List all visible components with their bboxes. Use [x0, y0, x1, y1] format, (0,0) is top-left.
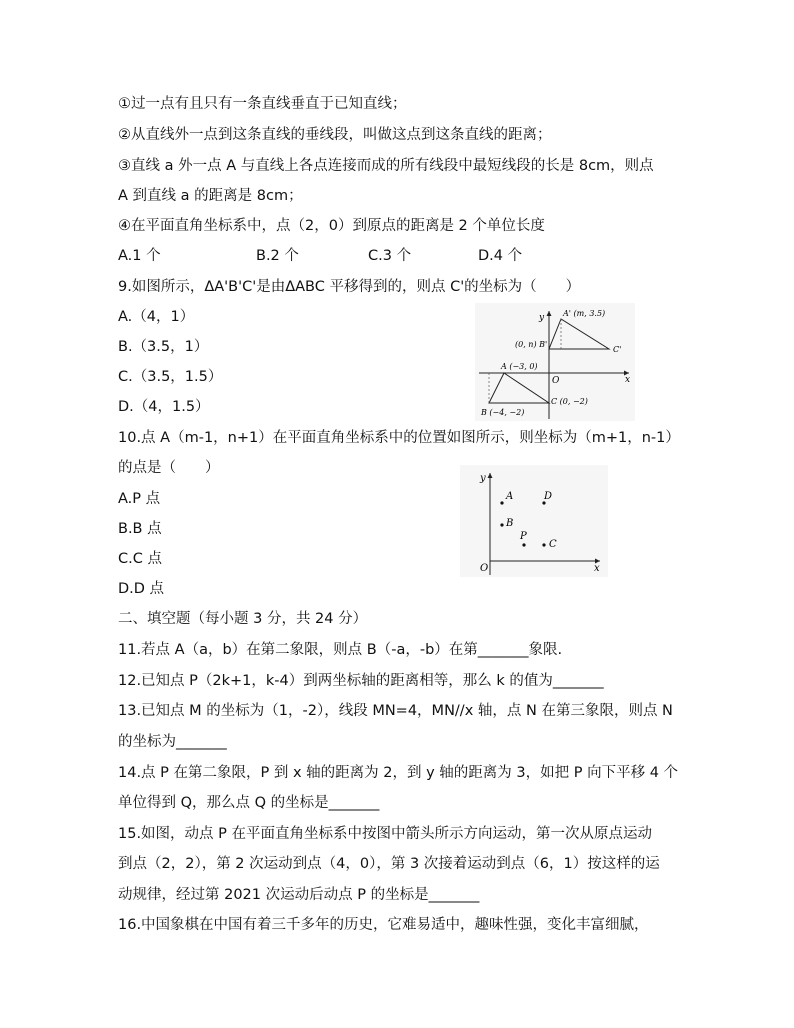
q10-label-b: B — [506, 518, 514, 529]
q10-option-a: A.P 点 — [118, 491, 161, 507]
q9-label-aprime: A' (m, 3.5) — [563, 309, 606, 318]
q10-point-b — [500, 523, 503, 526]
statement-2: ②从直线外一点到这条直线的垂线段，叫做这点到这条直线的距离； — [118, 127, 552, 143]
q9-x-label: x — [625, 375, 631, 385]
q10-label-p: P — [520, 531, 527, 542]
q10-stem-line1: 10.点 A（m-1，n+1）在平面直角坐标系中的位置如图所示，则坐标为（m+1，n-1） — [118, 430, 680, 446]
q15-line3: 动规律，经过第 2021 次运动后动点 P 的坐标是_______ — [118, 887, 480, 903]
q9-option-a: A.（4，1） — [118, 309, 195, 325]
q10-option-b: B.B 点 — [118, 521, 162, 537]
q10-y-label: y — [480, 473, 486, 484]
q15-line1: 15.如图，动点 P 在平面直角坐标系中按图中箭头所示方向运动，第一次从原点运动 — [118, 826, 653, 842]
prev-option-d: D.4 个 — [478, 248, 523, 264]
q10-option-d: D.D 点 — [118, 581, 165, 597]
q11: 11.若点 A（a，b）在第二象限，则点 B（-a，-b）在第_______象限. — [118, 642, 563, 658]
q16-line1: 16.中国象棋在中国有着三千多年的历史，它难易适中，趣味性强，变化丰富细腻， — [118, 917, 649, 933]
q15-line2: 到点（2，2），第 2 次运动到点（4，0），第 3 次接着运动到点（6，1）按这样的运 — [118, 856, 660, 872]
q10-stem-line2: 的点是（ ） — [118, 460, 220, 476]
q9-label-b: B (−4, −2) — [481, 408, 525, 417]
q9-stem: 9.如图所示，ΔA'B'C'是由ΔABC 平移得到的，则点 C'的坐标为（ ） — [118, 279, 581, 295]
prev-option-b: B.2 个 — [256, 248, 299, 264]
statement-3: ③直线 a 外一点 A 与直线上各点连接而成的所有线段中最短线段的长是 8cm，则点 — [118, 158, 654, 174]
q9-option-b: B.（3.5，1） — [118, 339, 209, 355]
q14-line2: 单位得到 Q，那么点 Q 的坐标是_______ — [118, 795, 380, 811]
prev-option-a: A.1 个 — [118, 248, 161, 264]
q9-option-d: D.（4，1.5） — [118, 399, 210, 415]
q14-line1: 14.点 P 在第二象限，P 到 x 轴的距离为 2，到 y 轴的距离为 3，如把 P 向下平移 4 个 — [118, 765, 679, 781]
q9-label-a: A (−3, 0) — [501, 362, 538, 371]
q12: 12.已知点 P（2k+1，k-4）到两坐标轴的距离相等，那么 k 的值为_______ — [118, 673, 604, 689]
q10-figure — [460, 465, 608, 577]
q13-line2: 的坐标为_______ — [118, 734, 227, 750]
q9-figure — [475, 303, 635, 421]
q9-origin: O — [552, 376, 560, 386]
q10-point-p — [522, 543, 525, 546]
q10-label-d: D — [544, 491, 553, 502]
q9-label-cprime: C' — [613, 345, 622, 354]
q10-option-c: C.C 点 — [118, 551, 162, 567]
q10-origin: O — [480, 563, 489, 574]
q10-x-label: x — [594, 563, 600, 574]
q10-label-a: A — [506, 491, 514, 502]
q9-label-c: C (0, −2) — [551, 397, 588, 406]
statement-3-cont: A 到直线 a 的距离是 8cm； — [118, 188, 303, 204]
q10-point-c — [542, 543, 545, 546]
q9-y-label: y — [539, 313, 545, 323]
statement-4: ④在平面直角坐标系中，点（2，0）到原点的距离是 2 个单位长度 — [118, 218, 545, 234]
q10-point-a — [500, 501, 503, 504]
section-2-heading: 二、填空题（每小题 3 分，共 24 分） — [118, 611, 368, 627]
q10-label-c: C — [549, 539, 557, 550]
q13-line1: 13.已知点 M 的坐标为（1，-2），线段 MN=4，MN//x 轴，点 N 在第三象限，则点 N — [118, 703, 673, 719]
q9-label-bprime: (0, n) B' — [515, 340, 548, 349]
q9-option-c: C.（3.5，1.5） — [118, 369, 223, 385]
statement-1: ①过一点有且只有一条直线垂直于已知直线； — [118, 96, 407, 112]
prev-option-c: C.3 个 — [368, 248, 412, 264]
